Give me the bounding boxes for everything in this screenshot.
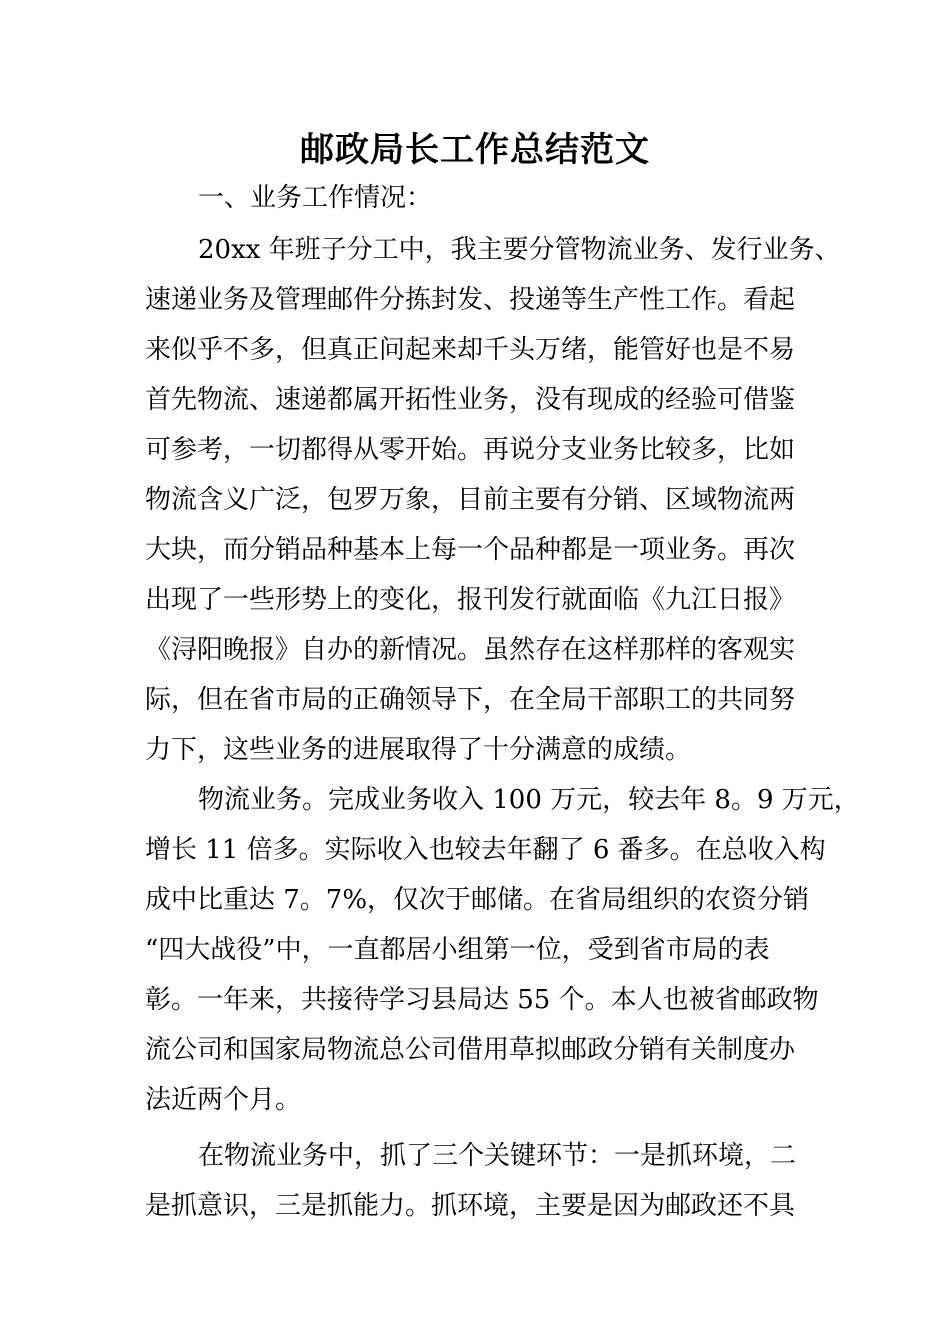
paragraph-line: 是抓意识，三是抓能力。抓环境，主要是因为邮政还不具 [145,1191,796,1221]
paragraph-line: 成中比重达 7。7%，仅次于邮储。在省局组织的农资分销 [145,885,810,915]
paragraph-line: 《浔阳晚报》自办的新情况。虽然存在这样那样的客观实 [145,635,796,665]
paragraph-line: 大块，而分销品种基本上每一个品种都是一项业务。再次 [145,535,796,565]
paragraph-line: 彰。一年来，共接待学习县局达 55 个。本人也被省邮政物 [145,985,819,1015]
paragraph-line: 力下，这些业务的进展取得了十分满意的成绩。 [145,735,692,765]
paragraph-line: 来似乎不多，但真正问起来却千头万绪，能管好也是不易 [145,335,796,365]
paragraph-line: 出现了一些形势上的变化，报刊发行就面临《九江日报》 [145,585,796,615]
section-heading: 一、业务工作情况： [198,183,433,213]
paragraph-line: 在物流业务中，抓了三个关键环节：一是抓环境，二 [198,1141,797,1171]
paragraph-line: 速递业务及管理邮件分拣封发、投递等生产性工作。看起 [145,285,796,315]
paragraph-line: 物流含义广泛，包罗万象，目前主要有分销、区域物流两 [145,485,796,515]
paragraph-line: “四大战役”中，一直都居小组第一位，受到省市局的表 [145,935,770,965]
document-title: 邮政局长工作总结范文 [300,130,650,170]
paragraph-line: 际，但在省市局的正确领导下，在全局干部职工的共同努 [145,685,796,715]
paragraph-line: 首先物流、速递都属开拓性业务，没有现成的经验可借鉴 [145,385,796,415]
paragraph-line: 可参考，一切都得从零开始。再说分支业务比较多，比如 [145,435,796,465]
paragraph-line: 物流业务。完成业务收入 100 万元，较去年 8。9 万元， [198,785,860,815]
paragraph-line: 法近两个月。 [145,1085,302,1115]
paragraph-line: 增长 11 倍多。实际收入也较去年翻了 6 番多。在总收入构 [145,835,826,865]
paragraph-line: 20xx 年班子分工中，我主要分管物流业务、发行业务、 [198,235,841,265]
paragraph-line: 流公司和国家局物流总公司借用草拟邮政分销有关制度办 [145,1035,796,1065]
